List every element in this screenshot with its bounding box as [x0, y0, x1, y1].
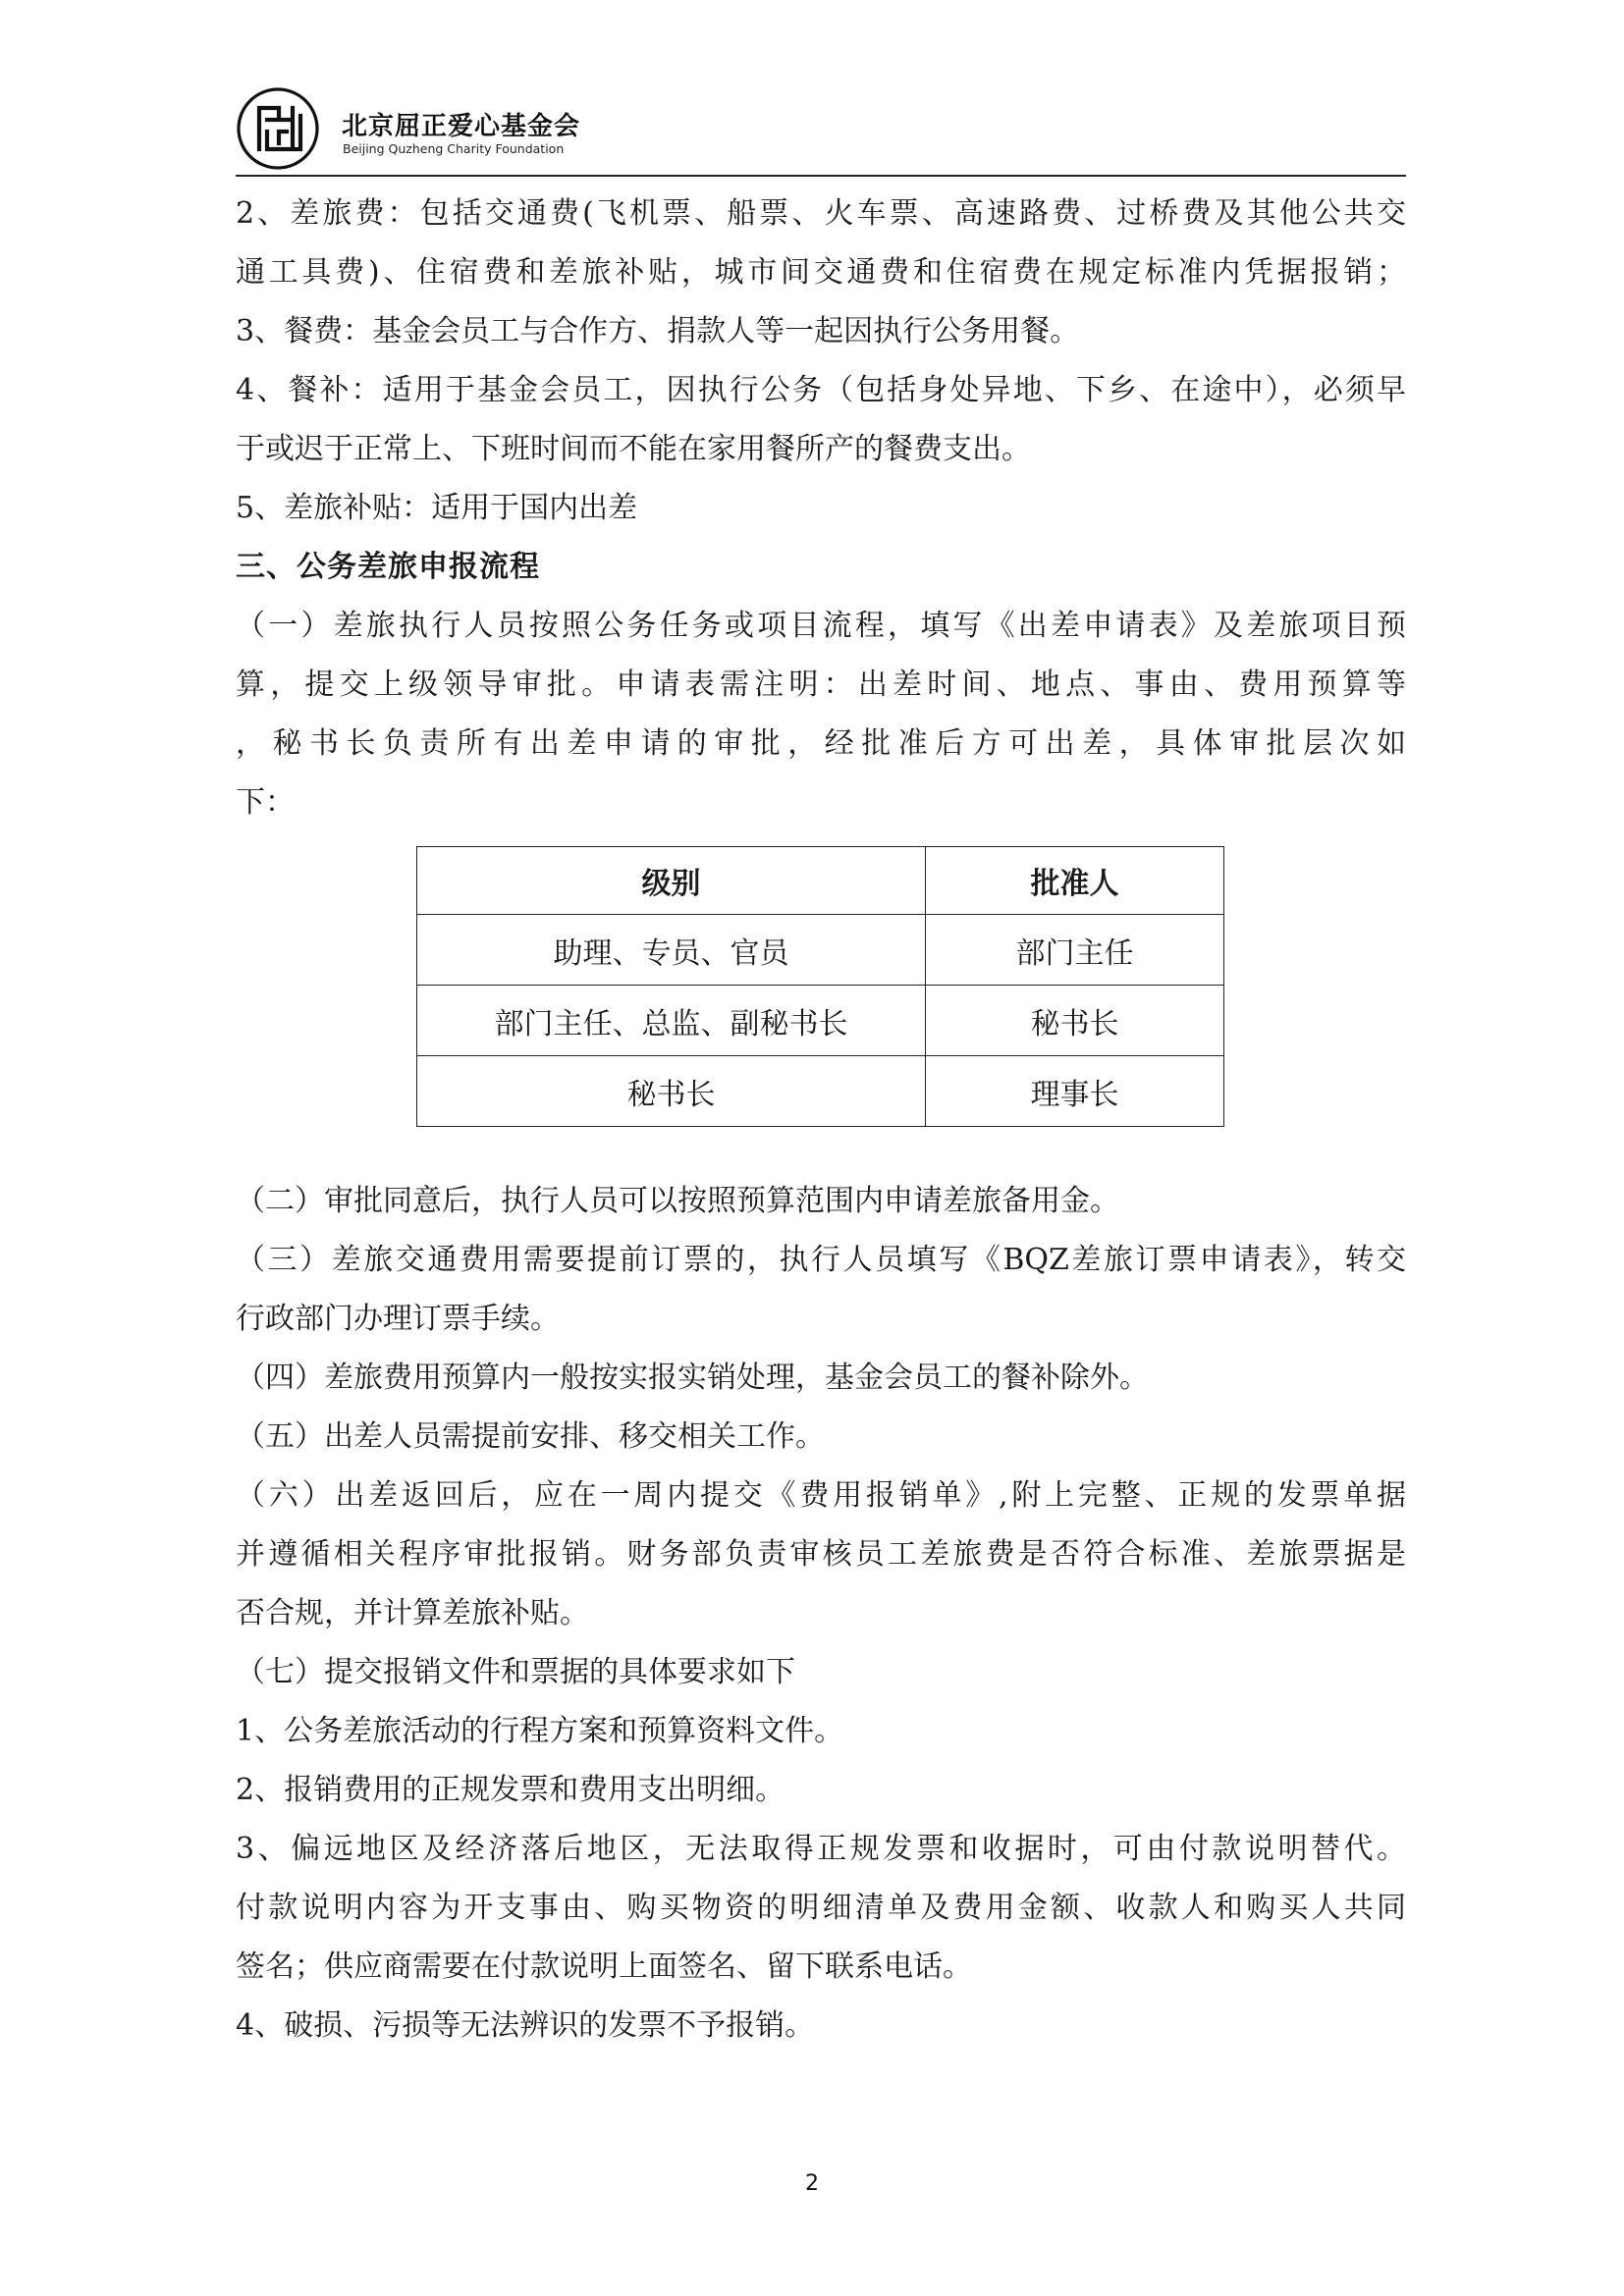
paragraph-line: 3、餐费：基金会员工与合作方、捐款人等一起因执行公务用餐。 — [236, 314, 1080, 348]
approval-table-wrapper — [416, 846, 1223, 1127]
org-name-cn: 北京屈正爱心基金会 — [342, 112, 581, 141]
paragraph-line: 4、餐补：适用于基金会员工，因执行公务（包括身处异地、下乡、在途中），必须早 — [236, 373, 1406, 407]
body-text-bottom — [236, 1172, 1406, 2056]
table-cell: 助理、专员、官员 — [417, 915, 926, 986]
approval-table — [416, 846, 1224, 1127]
paragraph-line: 否合规，并计算差旅补贴。 — [236, 1596, 589, 1630]
table-cell: 理事长 — [926, 1056, 1224, 1127]
paragraph-line: （六）出差返回后，应在一周内提交《费用报销单》,附上完整、正规的发票单据 — [236, 1478, 1406, 1513]
paragraph-line: 算，提交上级领导审批。申请表需注明：出差时间、地点、事由、费用预算等 — [236, 667, 1406, 702]
paragraph-line: 2、差旅费：包括交通费(飞机票、船票、火车票、高速路费、过桥费及其他公共交 — [236, 196, 1406, 231]
paragraph-line: 下： — [236, 785, 295, 820]
paragraph-line: （二）审批同意后，执行人员可以按照预算范围内申请差旅备用金。 — [236, 1184, 1119, 1218]
section-heading: 三、公务差旅申报流程 — [236, 550, 540, 584]
table-cell: 秘书长 — [926, 986, 1224, 1056]
table-header-row — [417, 847, 1224, 915]
paragraph-line: （五）出差人员需提前安排、移交相关工作。 — [236, 1419, 825, 1454]
table-header-cell: 级别 — [417, 847, 926, 915]
paragraph-line: （一）差旅执行人员按照公务任务或项目流程，填写《出差申请表》及差旅项目预 — [236, 609, 1406, 643]
paragraph-line: 5、差旅补贴：适用于国内出差 — [236, 491, 638, 525]
org-name-en: Beijing Quzheng Charity Foundation — [343, 141, 565, 156]
quzheng-logo-icon — [236, 86, 320, 171]
paragraph-line: 通工具费)、住宿费和差旅补贴，城市间交通费和住宿费在规定标准内凭据报销； — [236, 255, 1406, 290]
paragraph-line: 3、偏远地区及经济落后地区，无法取得正规发票和收据时，可由付款说明替代。 — [236, 1832, 1406, 1866]
table-cell: 秘书长 — [417, 1056, 926, 1127]
page-number: 2 — [805, 2171, 819, 2196]
paragraph-line: 2、报销费用的正规发票和费用支出明细。 — [236, 1773, 785, 1807]
paragraph-line: 1、公务差旅活动的行程方案和预算资料文件。 — [236, 1714, 844, 1748]
table-header-cell: 批准人 — [926, 847, 1224, 915]
table-cell: 部门主任、总监、副秘书长 — [417, 986, 926, 1056]
paragraph-line: 于或迟于正常上、下班时间而不能在家用餐所产的餐费支出。 — [236, 432, 1031, 466]
paragraph-line: （七）提交报销文件和票据的具体要求如下 — [236, 1655, 795, 1689]
page-header — [236, 86, 1404, 175]
paragraph-line: 4、破损、污损等无法辨识的发票不予报销。 — [236, 2008, 815, 2043]
table-row — [417, 1056, 1224, 1127]
paragraph-line: 并遵循相关程序审批报销。财务部负责审核员工差旅费是否符合标准、差旅票据是 — [236, 1537, 1406, 1572]
table-row — [417, 915, 1224, 986]
paragraph-line: 签名；供应商需要在付款说明上面签名、留下联系电话。 — [236, 1949, 972, 1984]
paragraph-line: 行政部门办理订票手续。 — [236, 1302, 560, 1336]
paragraph-line: 付款说明内容为开支事由、购买物资的明细清单及费用金额、收款人和购买人共同 — [236, 1891, 1406, 1925]
paragraph-line: （四）差旅费用预算内一般按实报实销处理，基金会员工的餐补除外。 — [236, 1361, 1149, 1395]
paragraph-line: ，秘书长负责所有出差申请的审批，经批准后方可出差，具体审批层次如 — [236, 726, 1406, 761]
header-divider — [236, 175, 1406, 177]
paragraph-line: （三）差旅交通费用需要提前订票的，执行人员填写《BQZ差旅订票申请表》，转交 — [236, 1243, 1406, 1277]
table-cell: 部门主任 — [926, 915, 1224, 986]
table-row — [417, 986, 1224, 1056]
body-text-top — [236, 185, 1406, 832]
